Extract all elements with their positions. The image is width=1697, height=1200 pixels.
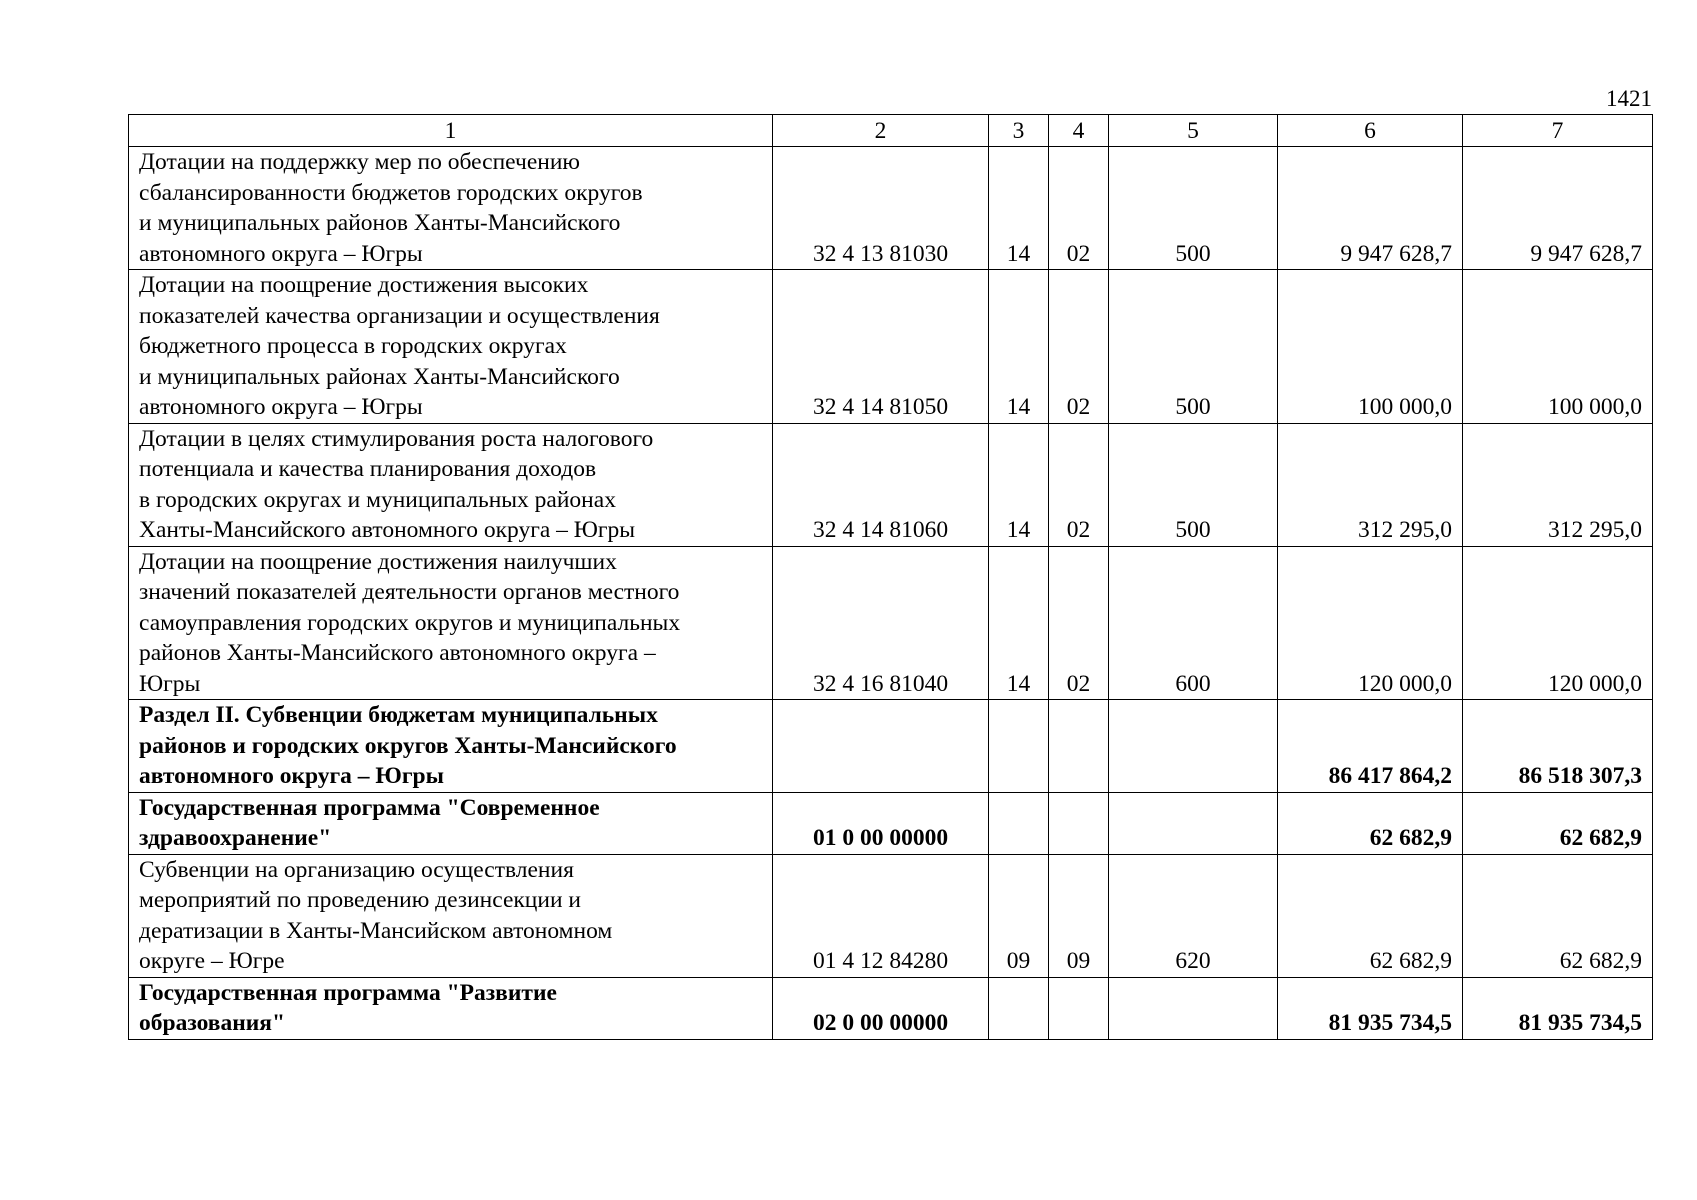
row-amount-year1-cell: 62 682,9 bbox=[1278, 854, 1463, 977]
row-subsection-cell bbox=[1049, 700, 1109, 793]
page-number: 1421 bbox=[1606, 86, 1652, 111]
row-amount-year2-cell: 9 947 628,7 bbox=[1463, 147, 1653, 270]
row-name-cell: Дотации на поощрение достижения наилучших значений показателей деятельности органов местного самоуправления городских округов и муниципальных районов Ханты-Мансийского автономного округа – Югры bbox=[129, 546, 773, 700]
row-code-cell bbox=[773, 700, 989, 793]
row-amount-year1-cell: 120 000,0 bbox=[1278, 546, 1463, 700]
row-amount-year1-cell: 9 947 628,7 bbox=[1278, 147, 1463, 270]
row-amount-year2-cell: 86 518 307,3 bbox=[1463, 700, 1653, 793]
row-amount-year1-cell: 81 935 734,5 bbox=[1278, 977, 1463, 1039]
row-subsection-cell: 02 bbox=[1049, 270, 1109, 424]
table-row bbox=[129, 423, 1653, 546]
table-row bbox=[129, 147, 1653, 270]
row-section-cell: 09 bbox=[989, 854, 1049, 977]
row-amount-year2-cell: 62 682,9 bbox=[1463, 792, 1653, 854]
row-expense-type-cell bbox=[1109, 977, 1278, 1039]
row-subsection-cell: 02 bbox=[1049, 423, 1109, 546]
row-name-cell: Раздел II. Субвенции бюджетам муниципальных районов и городских округов Ханты-Мансийского автономного округа – Югры bbox=[129, 700, 773, 793]
budget-table bbox=[128, 114, 1653, 1040]
row-amount-year2-cell: 81 935 734,5 bbox=[1463, 977, 1653, 1039]
row-amount-year1-cell: 86 417 864,2 bbox=[1278, 700, 1463, 793]
row-name-cell: Дотации на поощрение достижения высоких показателей качества организации и осуществления бюджетного процесса в городских округах и муниципальных районах Ханты-Мансийского автономного округа – Югры bbox=[129, 270, 773, 424]
row-section-cell bbox=[989, 700, 1049, 793]
table-row bbox=[129, 700, 1653, 793]
header-col-4: 4 bbox=[1049, 115, 1109, 147]
row-name-cell: Государственная программа "Развитие образования" bbox=[129, 977, 773, 1039]
row-section-cell: 14 bbox=[989, 423, 1049, 546]
row-section-cell: 14 bbox=[989, 546, 1049, 700]
header-col-5: 5 bbox=[1109, 115, 1278, 147]
row-amount-year2-cell: 312 295,0 bbox=[1463, 423, 1653, 546]
row-code-cell: 32 4 14 81060 bbox=[773, 423, 989, 546]
header-row bbox=[129, 115, 1653, 147]
row-amount-year2-cell: 120 000,0 bbox=[1463, 546, 1653, 700]
table-row bbox=[129, 792, 1653, 854]
row-amount-year1-cell: 62 682,9 bbox=[1278, 792, 1463, 854]
row-code-cell: 02 0 00 00000 bbox=[773, 977, 989, 1039]
row-amount-year2-cell: 100 000,0 bbox=[1463, 270, 1653, 424]
row-subsection-cell: 02 bbox=[1049, 147, 1109, 270]
row-code-cell: 32 4 13 81030 bbox=[773, 147, 989, 270]
row-section-cell bbox=[989, 977, 1049, 1039]
row-amount-year2-cell: 62 682,9 bbox=[1463, 854, 1653, 977]
table-row bbox=[129, 977, 1653, 1039]
row-code-cell: 01 4 12 84280 bbox=[773, 854, 989, 977]
header-col-3: 3 bbox=[989, 115, 1049, 147]
row-section-cell: 14 bbox=[989, 147, 1049, 270]
row-expense-type-cell bbox=[1109, 700, 1278, 793]
header-col-6: 6 bbox=[1278, 115, 1463, 147]
row-section-cell bbox=[989, 792, 1049, 854]
row-code-cell: 32 4 16 81040 bbox=[773, 546, 989, 700]
header-col-7: 7 bbox=[1463, 115, 1653, 147]
row-name-cell: Дотации на поддержку мер по обеспечению сбалансированности бюджетов городских округов и муниципальных районов Ханты-Мансийского автономного округа – Югры bbox=[129, 147, 773, 270]
row-expense-type-cell: 500 bbox=[1109, 270, 1278, 424]
row-amount-year1-cell: 100 000,0 bbox=[1278, 270, 1463, 424]
header-col-1: 1 bbox=[129, 115, 773, 147]
row-expense-type-cell bbox=[1109, 792, 1278, 854]
row-expense-type-cell: 500 bbox=[1109, 147, 1278, 270]
table-row bbox=[129, 270, 1653, 424]
row-subsection-cell bbox=[1049, 977, 1109, 1039]
row-code-cell: 01 0 00 00000 bbox=[773, 792, 989, 854]
table-row bbox=[129, 854, 1653, 977]
row-code-cell: 32 4 14 81050 bbox=[773, 270, 989, 424]
row-expense-type-cell: 620 bbox=[1109, 854, 1278, 977]
header-col-2: 2 bbox=[773, 115, 989, 147]
row-subsection-cell: 09 bbox=[1049, 854, 1109, 977]
row-section-cell: 14 bbox=[989, 270, 1049, 424]
row-name-cell: Государственная программа "Современное здравоохранение" bbox=[129, 792, 773, 854]
row-subsection-cell: 02 bbox=[1049, 546, 1109, 700]
table-row bbox=[129, 546, 1653, 700]
row-name-cell: Субвенции на организацию осуществления мероприятий по проведению дезинсекции и дератизации в Ханты-Мансийском автономном округе – Югре bbox=[129, 854, 773, 977]
row-expense-type-cell: 500 bbox=[1109, 423, 1278, 546]
row-amount-year1-cell: 312 295,0 bbox=[1278, 423, 1463, 546]
row-subsection-cell bbox=[1049, 792, 1109, 854]
row-expense-type-cell: 600 bbox=[1109, 546, 1278, 700]
row-name-cell: Дотации в целях стимулирования роста налогового потенциала и качества планирования доходов в городских округах и муниципальных районах Ханты-Мансийского автономного округа – Югры bbox=[129, 423, 773, 546]
